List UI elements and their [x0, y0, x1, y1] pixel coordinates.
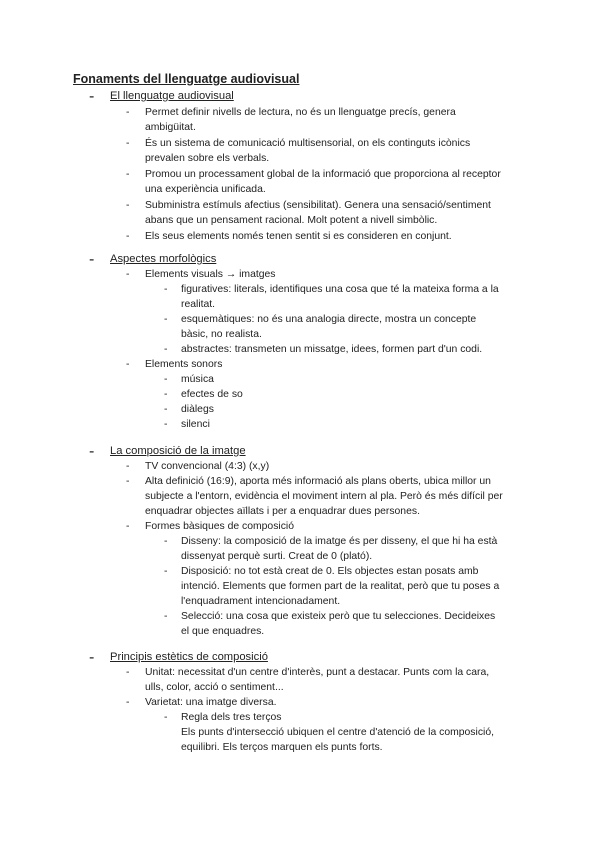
sub-item: - efectes de so: [164, 389, 243, 400]
sub-item: - Regla dels tres terços Els punts d'intersecció ubiquen el centre d'atenció de la composició, equilibri. Els terços marquen els punts forts.: [164, 712, 494, 753]
list-item: - Formes bàsiques de composició: [126, 521, 295, 532]
sub-item: - esquemàtiques: no és una analogia directe, mostra un concepte bàsic, no realista.: [164, 314, 477, 340]
section-composicio: La composició de la imatge - - TV convencional (4:3) (x,y) - Alta definició (16:9), aporta més informació als plans oberts, ubica millor un subjecte a l'entorn, evidència el moviment intern al pla. Però és més difícil per enquadrar objectes aïllats i per a enquadrar dues persones. - Formes bàsiques de composició - Disseny: la composició de la imatge és per disseny, el que hi ha està dissenyat perquè surti. Creat de 0 (plató). - Disposició: no tot està creat de 0. Els objectes estan posats amb intenció. Elements que formen part de la realitat, però que tu poses a l'enquadrament intencionadament. - Selecció: una cosa que existeix però que tu selecciones. Decideixes el que enquadres.: [0, 443, 600, 639]
list-item: - Alta definició (16:9), aporta més informació als plans oberts, ubica millor un subjecte a l'entorn, evidència el moviment intern al pla. Però és més difícil per enquadrar objectes aïllats i per a enquadrar dues persones.: [126, 476, 503, 517]
section-heading: Principis estètics de composició: [110, 651, 268, 663]
section-llenguatge: El llenguatge audiovisual - - Permet definir nivells de lectura, no és un llenguatge precís, genera ambigüitat. - És un sistema de comunicació multisensorial, on els continguts icònics prevalen sobre els verbals. - Promou un processament global de la informació que proporciona al receptor una experiència unificada. - Subministra estímuls afectius (sensibilitat). Genera una sensació/sentiment abans que un pensament racional. Molt potent a nivell simbòlic. - Els seus elements només tenen sentit si es consideren en conjunt.: [0, 88, 600, 244]
list-item: - Permet definir nivells de lectura, no és un llenguatge precís, genera ambigüitat.: [126, 107, 456, 133]
section-principis: Principis estètics de composició - - Unitat: necessitat d'un centre d'interès, punt a destacar. Punts com la cara, ulls, color, acció o sentiment... - Varietat: una imatge diversa. - Regla dels tres terços Els punts d'intersecció ubiquen el centre d'atenció de la composició, equilibri. Els terços marquen els punts forts.: [0, 649, 600, 755]
sub-item: - silenci: [164, 419, 210, 430]
list-item: - TV convencional (4:3) (x,y): [126, 461, 270, 472]
section-morfologics: Aspectes morfològics - - Elements visuals → imatges - figuratives: literals, identifiques una cosa que té la mateixa forma a la realitat. - esquemàtiques: no és una analogia directe, mostra un concepte bàsic, no realista. - abstractes: transmeten un missatge, idees, formen part d'un codi. - Elements sonors - música - efectes de so - diàlegs - silenci: [0, 251, 600, 432]
sub-item: - Selecció: una cosa que existeix però que tu selecciones. Decideixes el que enquadres.: [164, 611, 496, 637]
list-item: - Varietat: una imatge diversa.: [126, 697, 277, 708]
list-item: - Unitat: necessitat d'un centre d'interès, punt a destacar. Punts com la cara, ulls, color, acció o sentiment...: [126, 667, 490, 693]
list-item: - És un sistema de comunicació multisensorial, on els continguts icònics prevalen sobre els verbals.: [126, 138, 471, 164]
list-item: - Subministra estímuls afectius (sensibilitat). Genera una sensació/sentiment abans que un pensament racional. Molt potent a nivell simbòlic.: [126, 200, 491, 226]
section-heading: Aspectes morfològics: [110, 253, 217, 265]
sub-item: - diàlegs: [164, 404, 214, 415]
sub-item: - música: [164, 374, 214, 385]
list-item: - Elements sonors: [126, 359, 223, 370]
sub-item: - figuratives: literals, identifiques una cosa que té la mateixa forma a la realitat.: [164, 284, 499, 310]
document-title: Fonaments del llenguatge audiovisual: [73, 72, 300, 86]
list-item: - Elements visuals → imatges: [126, 269, 276, 280]
section-heading: El llenguatge audiovisual: [110, 90, 234, 102]
sub-item: - Disseny: la composició de la imatge és per disseny, el que hi ha està dissenyat perquè surti. Creat de 0 (plató).: [164, 536, 498, 562]
list-item: - Els seus elements només tenen sentit si es consideren en conjunt.: [126, 231, 452, 242]
section-heading: La composició de la imatge: [110, 445, 246, 457]
sub-item: - abstractes: transmeten un missatge, idees, formen part d'un codi.: [164, 344, 483, 355]
list-item: - Promou un processament global de la informació que proporciona al receptor una experiència unificada.: [126, 169, 501, 195]
sub-item: - Disposició: no tot està creat de 0. Els objectes estan posats amb intenció. Elements que formen part de la realitat, però que tu poses a l'enquadrament intencionadament.: [164, 566, 500, 607]
